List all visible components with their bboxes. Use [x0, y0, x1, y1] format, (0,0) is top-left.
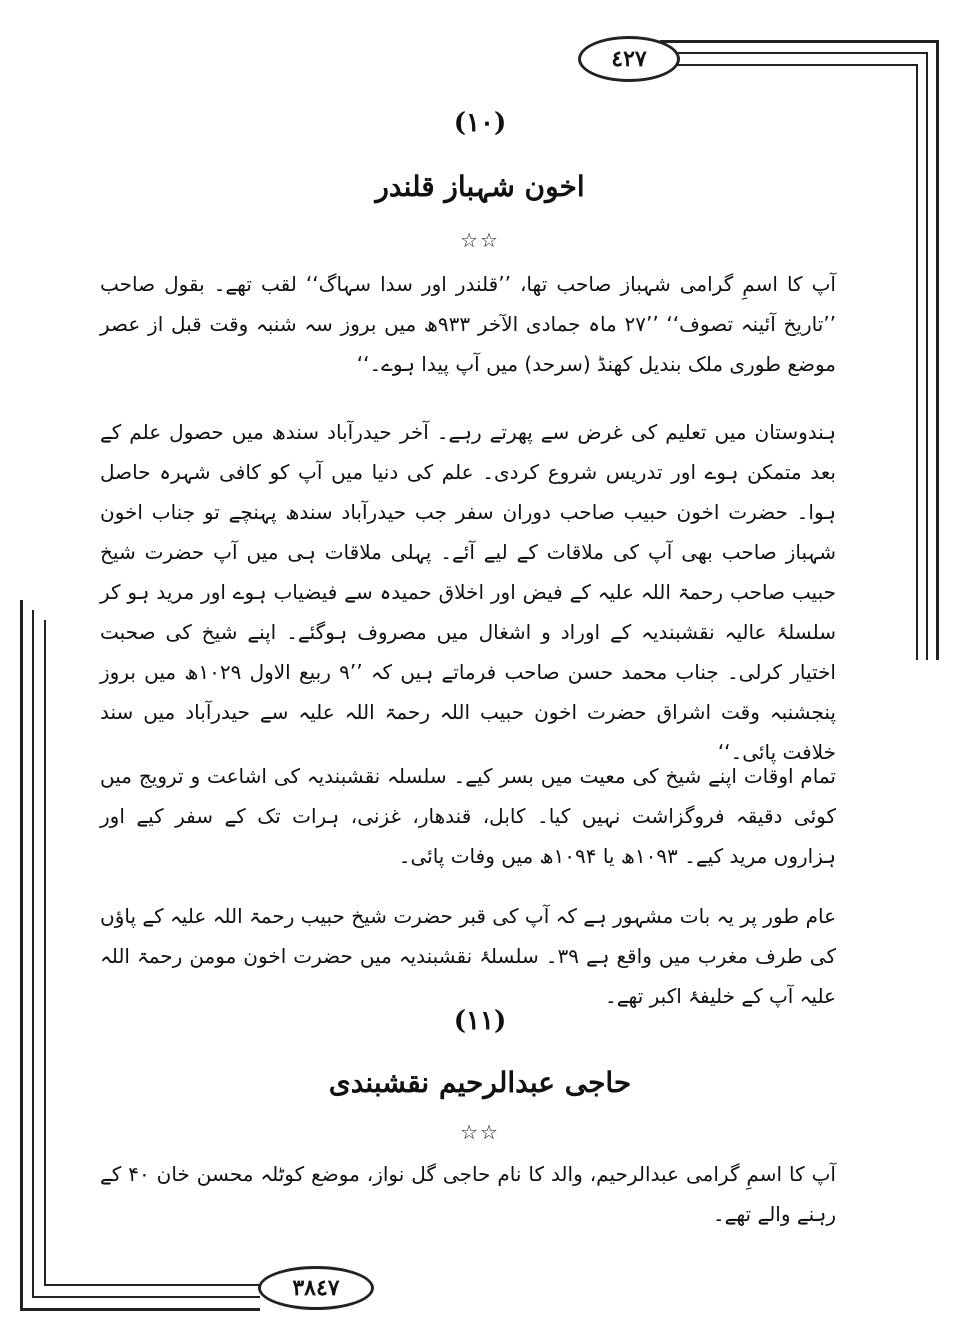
- frame-left-outer: [20, 600, 23, 1310]
- section-11-title: حاجی عبدالرحیم نقشبندی: [328, 1066, 632, 1099]
- top-page-number: ٤٢٧: [578, 36, 680, 82]
- frame-bottom-middle: [32, 1296, 260, 1298]
- section-11-stars: ☆☆: [460, 1120, 500, 1144]
- section-10-paragraph-1: آپ کا اسمِ گرامی شہباز صاحب تھا، ’’قلندر اور سدا سہاگ‘‘ لقب تھے۔ بقول صاحب ’’تاریخ آئینہ تصوف‘‘ ’’۲۷ ماہ جمادی الآخر ۹۳۳ھ میں بروز سہ شنبہ وقت قبل از عصر موضع طوری ملک بندیل کھنڈ (سرحد) میں آپ پیدا ہوے۔‘‘: [100, 272, 836, 376]
- frame-top-middle: [660, 52, 928, 54]
- section-10-paragraph-4: عام طور پر یہ بات مشہور ہے کہ آپ کی قبر حضرت شیخ حبیب رحمۃ اللہ علیہ کے پاؤں کی طرف مغرب میں واقع ہے ۳۹۔ سلسلۂ نقشبندیہ میں حضرت اخون مومن رحمۃ اللہ علیہ آپ کے خلیفۂ اکبر تھے۔: [100, 904, 837, 1008]
- frame-top-outer: [660, 40, 939, 43]
- section-10-stars: ☆☆: [460, 228, 500, 252]
- section-11-number: (١١): [453, 1006, 507, 1036]
- frame-left-inner: [44, 620, 46, 1286]
- section-10-title: اخون شہباز قلندر: [375, 170, 585, 203]
- frame-bottom-outer: [20, 1308, 260, 1311]
- frame-bottom-inner: [44, 1284, 260, 1286]
- bottom-page-number: ٣٨٤٧: [258, 1266, 374, 1310]
- section-11-paragraph-1: آپ کا اسمِ گرامی عبدالرحیم، والد کا نام حاجی گل نواز، موضع کوٹلہ محسن خان ۴۰ کے رہنے والے تھے۔: [100, 1162, 836, 1226]
- section-10-paragraph-2: ہندوستان میں تعلیم کی غرض سے پھرتے رہے۔ آخر حیدرآباد سندھ میں حصول علم کے بعد متمکن ہوے اور تدریس شروع کردی۔ علم کی دنیا میں آپ کو کافی شہرہ حاصل ہوا۔ حضرت اخون حبیب صاحب دوران سفر جب حیدرآباد سندھ پہنچے تو جناب اخون شہباز صاحب بھی آپ کی ملاقات کے لیے آئے۔ پہلی ملاقات ہی میں آپ حضرت شیخ حبیب صاحب رحمۃ اللہ علیہ کے فیض اور اخلاق حمیدہ سے فیضیاب ہوے اور مرید ہو کر سلسلۂ عالیہ نقشبندیہ کے اوراد و اشغال میں مصروف ہوگئے۔ اپنے شیخ کی صحبت اختیار کرلی۔ جناب محمد حسن صاحب فرماتے ہیں کہ ’’۹ ربیع الاول ۱۰۲۹ھ میں بروز پنجشنبہ وقت اشراق حضرت اخون حبیب اللہ رحمۃ اللہ علیہ سے حیدرآباد میں سند خلافت پائی۔‘‘: [100, 420, 836, 764]
- frame-right-inner: [916, 64, 918, 660]
- section-10-paragraph-3: تمام اوقات اپنے شیخ کی معیت میں بسر کیے۔ سلسلہ نقشبندیہ کی اشاعت و ترویج میں کوئی دقیقہ فروگزاشت نہیں کیا۔ کابل، قندھار، غزنی، ہرات تک کے سفر کیے اور ہزاروں مرید کیے۔ ۱۰۹۳ھ یا ۱۰۹۴ھ میں وفات پائی۔: [100, 764, 836, 868]
- frame-right-middle: [926, 52, 928, 660]
- frame-top-inner: [660, 64, 918, 66]
- frame-right-outer: [936, 40, 939, 660]
- frame-left-middle: [32, 610, 34, 1298]
- section-10-number: (١٠): [453, 108, 507, 138]
